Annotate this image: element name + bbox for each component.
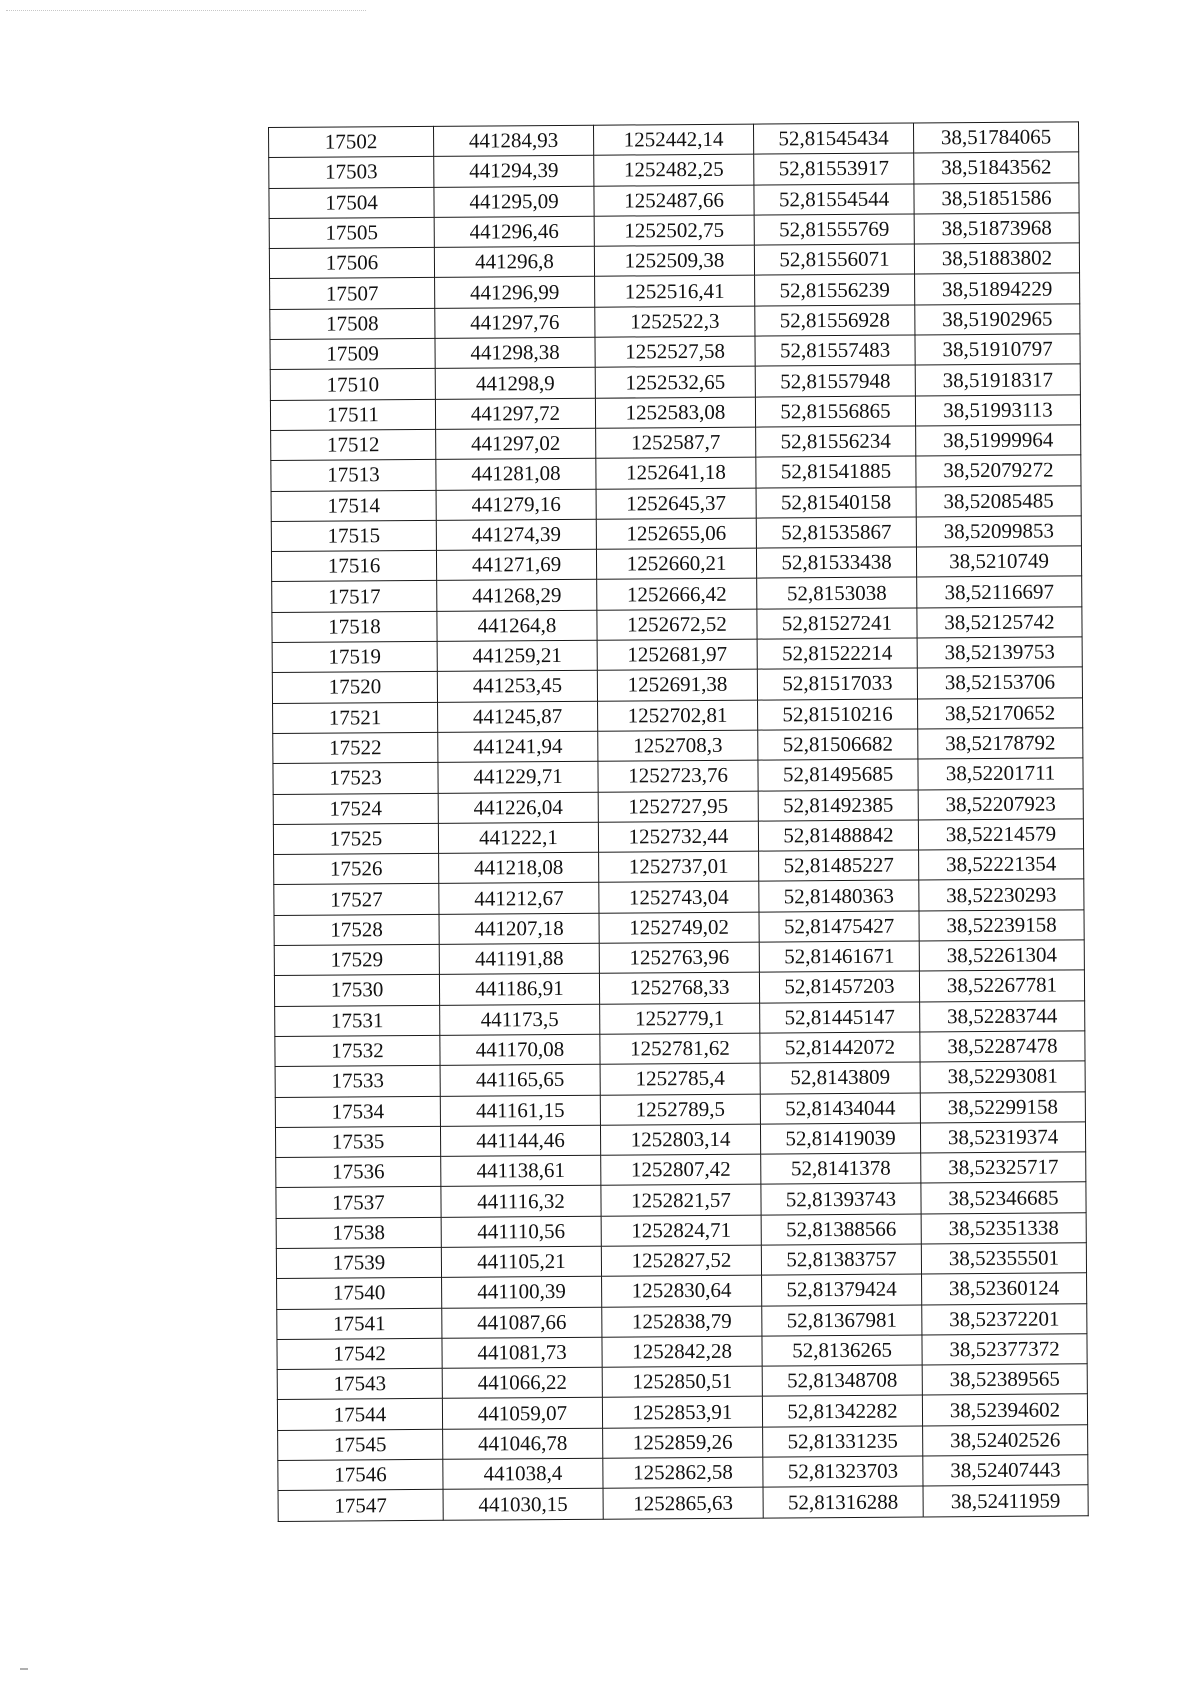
point-number-cell: 17506 <box>269 248 434 279</box>
x-coordinate-cell: 441046,78 <box>443 1428 603 1459</box>
longitude-cell: 38,52221354 <box>919 849 1084 880</box>
latitude-cell: 52,81556865 <box>755 396 915 427</box>
y-coordinate-cell: 1252681,97 <box>597 639 757 670</box>
longitude-cell: 38,51843562 <box>914 152 1079 183</box>
latitude-cell: 52,81485227 <box>759 850 919 881</box>
point-number-cell: 17528 <box>274 914 439 945</box>
y-coordinate-cell: 1252442,14 <box>593 124 753 155</box>
latitude-cell: 52,81461671 <box>759 941 919 972</box>
point-number-cell: 17512 <box>271 429 436 460</box>
point-number-cell: 17545 <box>278 1429 443 1460</box>
point-number-cell: 17526 <box>274 853 439 884</box>
point-number-cell: 17502 <box>269 126 434 157</box>
scan-artifact-speck <box>20 1668 28 1670</box>
y-coordinate-cell: 1252702,81 <box>598 700 758 731</box>
point-number-cell: 17507 <box>270 278 435 309</box>
longitude-cell: 38,52214579 <box>918 819 1083 850</box>
longitude-cell: 38,51851586 <box>914 182 1079 213</box>
latitude-cell: 52,81480363 <box>759 880 919 911</box>
longitude-cell: 38,5210749 <box>916 546 1081 577</box>
x-coordinate-cell: 441296,99 <box>435 277 595 308</box>
point-number-cell: 17504 <box>269 187 434 218</box>
latitude-cell: 52,81527241 <box>757 608 917 639</box>
y-coordinate-cell: 1252842,28 <box>602 1336 762 1367</box>
x-coordinate-cell: 441207,18 <box>439 913 599 944</box>
coordinate-table-body <box>269 122 1089 1521</box>
y-coordinate-cell: 1252502,75 <box>594 215 754 246</box>
point-number-cell: 17546 <box>278 1459 443 1490</box>
y-coordinate-cell: 1252749,02 <box>599 912 759 943</box>
latitude-cell: 52,81506682 <box>758 729 918 760</box>
latitude-cell: 52,81556928 <box>755 305 915 336</box>
x-coordinate-cell: 441297,72 <box>435 398 595 429</box>
latitude-cell: 52,81557948 <box>755 365 915 396</box>
point-number-cell: 17510 <box>270 369 435 400</box>
point-number-cell: 17522 <box>273 732 438 763</box>
y-coordinate-cell: 1252487,66 <box>594 185 754 216</box>
latitude-cell: 52,81556234 <box>756 426 916 457</box>
latitude-cell: 52,81492385 <box>758 790 918 821</box>
longitude-cell: 38,52283744 <box>920 1000 1085 1031</box>
latitude-cell: 52,8153038 <box>757 577 917 608</box>
y-coordinate-cell: 1252743,04 <box>599 882 759 913</box>
latitude-cell: 52,81388566 <box>761 1214 921 1245</box>
latitude-cell: 52,8141378 <box>761 1153 921 1184</box>
longitude-cell: 38,52325717 <box>921 1152 1086 1183</box>
latitude-cell: 52,81393743 <box>761 1183 921 1214</box>
x-coordinate-cell: 441226,04 <box>438 792 598 823</box>
y-coordinate-cell: 1252768,33 <box>599 972 759 1003</box>
point-number-cell: 17523 <box>273 763 438 794</box>
latitude-cell: 52,81517033 <box>757 668 917 699</box>
latitude-cell: 52,81510216 <box>758 699 918 730</box>
latitude-cell: 52,81488842 <box>758 820 918 851</box>
latitude-cell: 52,81442072 <box>760 1032 920 1063</box>
y-coordinate-cell: 1252807,42 <box>601 1154 761 1185</box>
scan-artifact-line <box>6 10 366 11</box>
x-coordinate-cell: 441259,21 <box>437 640 597 671</box>
point-number-cell: 17513 <box>271 460 436 491</box>
x-coordinate-cell: 441116,32 <box>441 1186 601 1217</box>
longitude-cell: 38,52377372 <box>922 1334 1087 1365</box>
x-coordinate-cell: 441264,8 <box>437 610 597 641</box>
y-coordinate-cell: 1252853,91 <box>602 1397 762 1428</box>
x-coordinate-cell: 441170,08 <box>440 1034 600 1065</box>
y-coordinate-cell: 1252532,65 <box>595 366 755 397</box>
latitude-cell: 52,8143809 <box>760 1062 920 1093</box>
longitude-cell: 38,52201711 <box>918 758 1083 789</box>
point-number-cell: 17517 <box>272 581 437 612</box>
point-number-cell: 17524 <box>273 793 438 824</box>
latitude-cell: 52,81556071 <box>754 244 914 275</box>
x-coordinate-cell: 441059,07 <box>442 1398 602 1429</box>
longitude-cell: 38,52407443 <box>923 1455 1088 1486</box>
y-coordinate-cell: 1252824,71 <box>601 1215 761 1246</box>
longitude-cell: 38,52360124 <box>922 1273 1087 1304</box>
longitude-cell: 38,52402526 <box>923 1425 1088 1456</box>
longitude-cell: 38,51873968 <box>914 213 1079 244</box>
longitude-cell: 38,52139753 <box>917 637 1082 668</box>
latitude-cell: 52,81556239 <box>755 274 915 305</box>
x-coordinate-cell: 441284,93 <box>433 125 593 156</box>
y-coordinate-cell: 1252838,79 <box>602 1306 762 1337</box>
longitude-cell: 38,51910797 <box>915 334 1080 365</box>
y-coordinate-cell: 1252732,44 <box>598 821 758 852</box>
y-coordinate-cell: 1252850,51 <box>602 1366 762 1397</box>
longitude-cell: 38,52125742 <box>917 607 1082 638</box>
longitude-cell: 38,51993113 <box>915 395 1080 426</box>
x-coordinate-cell: 441297,02 <box>436 428 596 459</box>
y-coordinate-cell: 1252587,7 <box>596 427 756 458</box>
x-coordinate-cell: 441191,88 <box>439 943 599 974</box>
point-number-cell: 17532 <box>275 1035 440 1066</box>
latitude-cell: 52,81545434 <box>753 123 913 154</box>
point-number-cell: 17527 <box>274 884 439 915</box>
latitude-cell: 52,81553917 <box>754 153 914 184</box>
x-coordinate-cell: 441038,4 <box>443 1458 603 1489</box>
y-coordinate-cell: 1252522,3 <box>595 306 755 337</box>
longitude-cell: 38,52178792 <box>918 728 1083 759</box>
y-coordinate-cell: 1252827,52 <box>601 1245 761 1276</box>
point-number-cell: 17505 <box>269 217 434 248</box>
x-coordinate-cell: 441161,15 <box>440 1095 600 1126</box>
point-number-cell: 17509 <box>270 338 435 369</box>
longitude-cell: 38,51883802 <box>914 243 1079 274</box>
table-row <box>278 1485 1088 1521</box>
longitude-cell: 38,52372201 <box>922 1303 1087 1334</box>
x-coordinate-cell: 441297,76 <box>435 307 595 338</box>
point-number-cell: 17525 <box>273 823 438 854</box>
latitude-cell: 52,81541885 <box>756 456 916 487</box>
longitude-cell: 38,52099853 <box>916 516 1081 547</box>
y-coordinate-cell: 1252723,76 <box>598 760 758 791</box>
point-number-cell: 17521 <box>273 702 438 733</box>
x-coordinate-cell: 441253,45 <box>437 671 597 702</box>
longitude-cell: 38,51999964 <box>916 425 1081 456</box>
x-coordinate-cell: 441271,69 <box>436 549 596 580</box>
x-coordinate-cell: 441274,39 <box>436 519 596 550</box>
latitude-cell: 52,81348708 <box>762 1365 922 1396</box>
x-coordinate-cell: 441138,61 <box>441 1155 601 1186</box>
y-coordinate-cell: 1252737,01 <box>599 851 759 882</box>
y-coordinate-cell: 1252672,52 <box>597 609 757 640</box>
longitude-cell: 38,51894229 <box>915 273 1080 304</box>
longitude-cell: 38,52293081 <box>920 1061 1085 1092</box>
longitude-cell: 38,52170652 <box>918 697 1083 728</box>
point-number-cell: 17508 <box>270 308 435 339</box>
longitude-cell: 38,51784065 <box>913 122 1078 153</box>
x-coordinate-cell: 441173,5 <box>440 1004 600 1035</box>
x-coordinate-cell: 441296,8 <box>434 246 594 277</box>
y-coordinate-cell: 1252862,58 <box>603 1457 763 1488</box>
y-coordinate-cell: 1252865,63 <box>603 1487 763 1518</box>
y-coordinate-cell: 1252641,18 <box>596 457 756 488</box>
y-coordinate-cell: 1252516,41 <box>595 276 755 307</box>
longitude-cell: 38,52389565 <box>922 1364 1087 1395</box>
y-coordinate-cell: 1252859,26 <box>603 1427 763 1458</box>
x-coordinate-cell: 441081,73 <box>442 1337 602 1368</box>
x-coordinate-cell: 441212,67 <box>439 883 599 914</box>
latitude-cell: 52,81475427 <box>759 911 919 942</box>
latitude-cell: 52,81533438 <box>756 547 916 578</box>
latitude-cell: 52,81522214 <box>757 638 917 669</box>
latitude-cell: 52,81316288 <box>763 1486 923 1517</box>
longitude-cell: 38,52351338 <box>921 1213 1086 1244</box>
longitude-cell: 38,51902965 <box>915 304 1080 335</box>
y-coordinate-cell: 1252527,58 <box>595 336 755 367</box>
latitude-cell: 52,81419039 <box>760 1123 920 1154</box>
latitude-cell: 52,81445147 <box>760 1002 920 1033</box>
point-number-cell: 17530 <box>274 975 439 1006</box>
longitude-cell: 38,52411959 <box>923 1485 1088 1516</box>
x-coordinate-cell: 441030,15 <box>443 1489 603 1520</box>
point-number-cell: 17538 <box>276 1217 441 1248</box>
x-coordinate-cell: 441186,91 <box>439 974 599 1005</box>
y-coordinate-cell: 1252509,38 <box>594 245 754 276</box>
y-coordinate-cell: 1252583,08 <box>595 397 755 428</box>
latitude-cell: 52,81495685 <box>758 759 918 790</box>
latitude-cell: 52,81554544 <box>754 184 914 215</box>
longitude-cell: 38,52394602 <box>922 1394 1087 1425</box>
longitude-cell: 38,52207923 <box>918 788 1083 819</box>
point-number-cell: 17547 <box>278 1490 443 1521</box>
latitude-cell: 52,81535867 <box>756 517 916 548</box>
x-coordinate-cell: 441110,56 <box>441 1216 601 1247</box>
latitude-cell: 52,81367981 <box>762 1305 922 1336</box>
longitude-cell: 38,52079272 <box>916 455 1081 486</box>
latitude-cell: 52,81342282 <box>762 1395 922 1426</box>
y-coordinate-cell: 1252645,37 <box>596 488 756 519</box>
y-coordinate-cell: 1252660,21 <box>596 548 756 579</box>
x-coordinate-cell: 441279,16 <box>436 489 596 520</box>
longitude-cell: 38,52355501 <box>921 1243 1086 1274</box>
longitude-cell: 38,52239158 <box>919 910 1084 941</box>
longitude-cell: 38,51918317 <box>915 364 1080 395</box>
x-coordinate-cell: 441100,39 <box>442 1276 602 1307</box>
y-coordinate-cell: 1252482,25 <box>594 154 754 185</box>
latitude-cell: 52,81434044 <box>760 1092 920 1123</box>
point-number-cell: 17536 <box>276 1156 441 1187</box>
x-coordinate-cell: 441245,87 <box>438 701 598 732</box>
longitude-cell: 38,52299158 <box>920 1091 1085 1122</box>
point-number-cell: 17516 <box>271 550 436 581</box>
x-coordinate-cell: 441298,38 <box>435 337 595 368</box>
y-coordinate-cell: 1252781,62 <box>600 1033 760 1064</box>
point-number-cell: 17541 <box>277 1308 442 1339</box>
y-coordinate-cell: 1252708,3 <box>598 730 758 761</box>
x-coordinate-cell: 441165,65 <box>440 1064 600 1095</box>
longitude-cell: 38,52153706 <box>917 667 1082 698</box>
point-number-cell: 17535 <box>275 1126 440 1157</box>
point-number-cell: 17514 <box>271 490 436 521</box>
y-coordinate-cell: 1252763,96 <box>599 942 759 973</box>
point-number-cell: 17543 <box>277 1368 442 1399</box>
x-coordinate-cell: 441281,08 <box>436 458 596 489</box>
point-number-cell: 17520 <box>272 672 437 703</box>
point-number-cell: 17531 <box>275 1005 440 1036</box>
longitude-cell: 38,52346685 <box>921 1182 1086 1213</box>
x-coordinate-cell: 441105,21 <box>441 1246 601 1277</box>
x-coordinate-cell: 441087,66 <box>442 1307 602 1338</box>
latitude-cell: 52,8136265 <box>762 1335 922 1366</box>
latitude-cell: 52,81331235 <box>763 1426 923 1457</box>
y-coordinate-cell: 1252830,64 <box>602 1275 762 1306</box>
longitude-cell: 38,52267781 <box>919 970 1084 1001</box>
coordinate-table <box>268 121 1089 1521</box>
y-coordinate-cell: 1252655,06 <box>596 518 756 549</box>
point-number-cell: 17534 <box>275 1096 440 1127</box>
y-coordinate-cell: 1252691,38 <box>597 669 757 700</box>
longitude-cell: 38,52230293 <box>919 879 1084 910</box>
y-coordinate-cell: 1252785,4 <box>600 1063 760 1094</box>
point-number-cell: 17515 <box>271 520 436 551</box>
longitude-cell: 38,52261304 <box>919 940 1084 971</box>
longitude-cell: 38,52319374 <box>920 1122 1085 1153</box>
y-coordinate-cell: 1252727,95 <box>598 791 758 822</box>
latitude-cell: 52,81323703 <box>763 1456 923 1487</box>
point-number-cell: 17544 <box>277 1399 442 1430</box>
y-coordinate-cell: 1252789,5 <box>600 1094 760 1125</box>
point-number-cell: 17537 <box>276 1187 441 1218</box>
longitude-cell: 38,52287478 <box>920 1031 1085 1062</box>
longitude-cell: 38,52116697 <box>917 576 1082 607</box>
x-coordinate-cell: 441268,29 <box>437 580 597 611</box>
x-coordinate-cell: 441229,71 <box>438 761 598 792</box>
y-coordinate-cell: 1252666,42 <box>597 579 757 610</box>
point-number-cell: 17518 <box>272 611 437 642</box>
latitude-cell: 52,81379424 <box>762 1274 922 1305</box>
x-coordinate-cell: 441066,22 <box>442 1367 602 1398</box>
point-number-cell: 17519 <box>272 641 437 672</box>
point-number-cell: 17529 <box>274 944 439 975</box>
point-number-cell: 17503 <box>269 157 434 188</box>
y-coordinate-cell: 1252803,14 <box>600 1124 760 1155</box>
latitude-cell: 52,81555769 <box>754 214 914 245</box>
x-coordinate-cell: 441218,08 <box>439 852 599 883</box>
point-number-cell: 17542 <box>277 1338 442 1369</box>
x-coordinate-cell: 441144,46 <box>440 1125 600 1156</box>
y-coordinate-cell: 1252821,57 <box>601 1184 761 1215</box>
point-number-cell: 17533 <box>275 1066 440 1097</box>
y-coordinate-cell: 1252779,1 <box>600 1003 760 1034</box>
x-coordinate-cell: 441241,94 <box>438 731 598 762</box>
point-number-cell: 17539 <box>276 1247 441 1278</box>
x-coordinate-cell: 441298,9 <box>435 368 595 399</box>
x-coordinate-cell: 441222,1 <box>438 822 598 853</box>
x-coordinate-cell: 441294,39 <box>434 156 594 187</box>
point-number-cell: 17540 <box>277 1278 442 1309</box>
latitude-cell: 52,81383757 <box>761 1244 921 1275</box>
point-number-cell: 17511 <box>270 399 435 430</box>
longitude-cell: 38,52085485 <box>916 485 1081 516</box>
latitude-cell: 52,81457203 <box>759 971 919 1002</box>
latitude-cell: 52,81557483 <box>755 335 915 366</box>
x-coordinate-cell: 441295,09 <box>434 186 594 217</box>
x-coordinate-cell: 441296,46 <box>434 216 594 247</box>
latitude-cell: 52,81540158 <box>756 487 916 518</box>
